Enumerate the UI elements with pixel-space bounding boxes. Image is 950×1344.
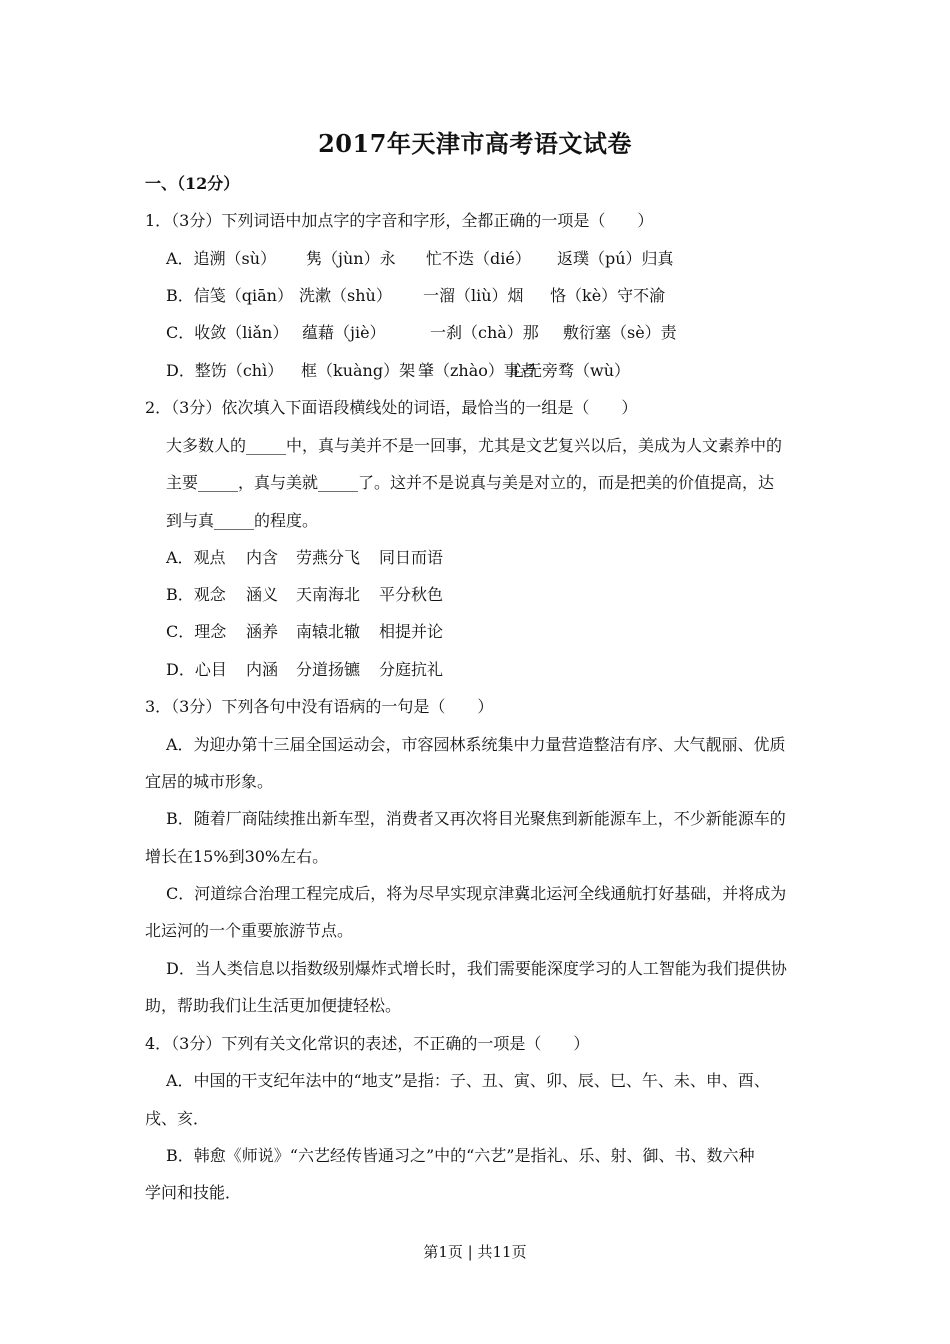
option-item: D．整饬（chì） <box>166 361 284 380</box>
option-item: C．收敛（liǎn） <box>166 323 289 342</box>
question-2-option-a <box>166 548 443 568</box>
question-3-option-a-cont: 宜居的城市形象。 <box>145 772 274 791</box>
option-item: 南辕北辙 <box>296 622 361 641</box>
option-item: C．理念 <box>166 622 227 641</box>
question-3-option-a: A．为迎办第十三届全国运动会，市容园林系统集中力量营造整洁有序、大气靓丽、优质 <box>166 735 786 754</box>
option-item: 天南海北 <box>296 585 361 604</box>
option-item: 恪（kè）守不渝 <box>550 286 666 305</box>
option-item: 一刹（chà）那 <box>430 323 539 342</box>
option-item: 蕴藉（jiè） <box>302 323 386 342</box>
option-item: B．观念 <box>166 585 226 604</box>
option-item: 返璞（pú）归真 <box>557 249 674 268</box>
question-2-passage-line: 到与真_____的程度。 <box>166 511 319 530</box>
option-item: 隽（jùn）永 <box>306 249 396 268</box>
option-item: 肇（zhào）事者 <box>418 361 536 380</box>
question-4-stem: 4．（3分）下列有关文化常识的表述，不正确的一项是（ ） <box>145 1034 590 1053</box>
question-4-option-b-cont: 学问和技能． <box>145 1183 242 1202</box>
question-2-passage-line: 主要_____，真与美就_____了。这并不是说真与美是对立的，而是把美的价值提高，达 <box>166 473 775 492</box>
section-heading: 一、（12分） <box>145 174 240 193</box>
option-item: 内涵 <box>246 660 279 679</box>
question-4-option-b: B．韩愈《师说》“六艺经传皆通习之”中的“六艺”是指礼、乐、射、御、书、数六种 <box>166 1146 755 1165</box>
option-item: 涵养 <box>246 622 279 641</box>
question-2-option-b <box>166 585 443 605</box>
page-footer: 第1页 | 共11页 <box>423 1243 527 1261</box>
question-1-option-d <box>166 361 630 381</box>
question-2-option-c <box>166 622 443 642</box>
option-item: 心无旁骛（wù） <box>510 361 631 380</box>
option-item: 敷衍塞（sè）责 <box>563 323 677 342</box>
option-item: 涵义 <box>246 585 279 604</box>
option-item: 相提并论 <box>379 622 444 641</box>
option-item: 忙不迭（dié） <box>426 249 531 268</box>
option-item: 框（kuàng）架 <box>301 361 416 380</box>
question-3-option-b-cont: 增长在15%到30%左右。 <box>145 847 329 866</box>
question-1-stem: 1．（3分）下列词语中加点字的字音和字形，全都正确的一项是（ ） <box>145 211 654 230</box>
question-2-stem: 2．（3分）依次填入下面语段横线处的词语，最恰当的一组是（ ） <box>145 398 638 417</box>
question-3-option-d: D．当人类信息以指数级别爆炸式增长时，我们需要能深度学习的人工智能为我们提供协 <box>166 959 787 978</box>
question-3-option-c-cont: 北运河的一个重要旅游节点。 <box>145 921 354 940</box>
option-item: B．信笺（qiān） <box>166 286 293 305</box>
question-3-option-c: C．河道综合治理工程完成后，将为尽早实现京津冀北运河全线通航打好基础，并将成为 <box>166 884 787 903</box>
question-2-passage-line: 大多数人的_____中，真与美并不是一回事，尤其是文艺复兴以后，美成为人文素养中的 <box>166 436 783 455</box>
option-item: A．追溯（sù） <box>166 249 277 268</box>
question-1-option-c <box>166 323 677 343</box>
option-item: A．观点 <box>166 548 226 567</box>
question-3-option-d-cont: 助，帮助我们让生活更加便捷轻松。 <box>145 996 402 1015</box>
option-item: 一溜（liù）烟 <box>423 286 524 305</box>
option-item: 洗漱（shù） <box>299 286 392 305</box>
option-item: 分道扬镳 <box>296 660 361 679</box>
question-1-option-a <box>166 249 674 269</box>
page-title: 2017年天津市高考语文试卷 <box>318 129 632 158</box>
option-item: D．心目 <box>166 660 227 679</box>
question-3-stem: 3．（3分）下列各句中没有语病的一句是（ ） <box>145 697 494 716</box>
question-3-option-b: B．随着厂商陆续推出新车型，消费者又再次将目光聚焦到新能源车上，不少新能源车的 <box>166 809 786 828</box>
question-4-option-a: A．中国的干支纪年法中的“地支”是指：子、丑、寅、卯、辰、巳、午、未、申、酉、 <box>166 1071 770 1090</box>
option-item: 平分秋色 <box>379 585 444 604</box>
question-1-option-b <box>166 286 665 306</box>
option-item: 劳燕分飞 <box>296 548 361 567</box>
option-item: 内含 <box>246 548 279 567</box>
question-4-option-a-cont: 戌、亥． <box>145 1109 210 1128</box>
question-2-option-d <box>166 660 443 680</box>
option-item: 分庭抗礼 <box>379 660 444 679</box>
option-item: 同日而语 <box>379 548 444 567</box>
